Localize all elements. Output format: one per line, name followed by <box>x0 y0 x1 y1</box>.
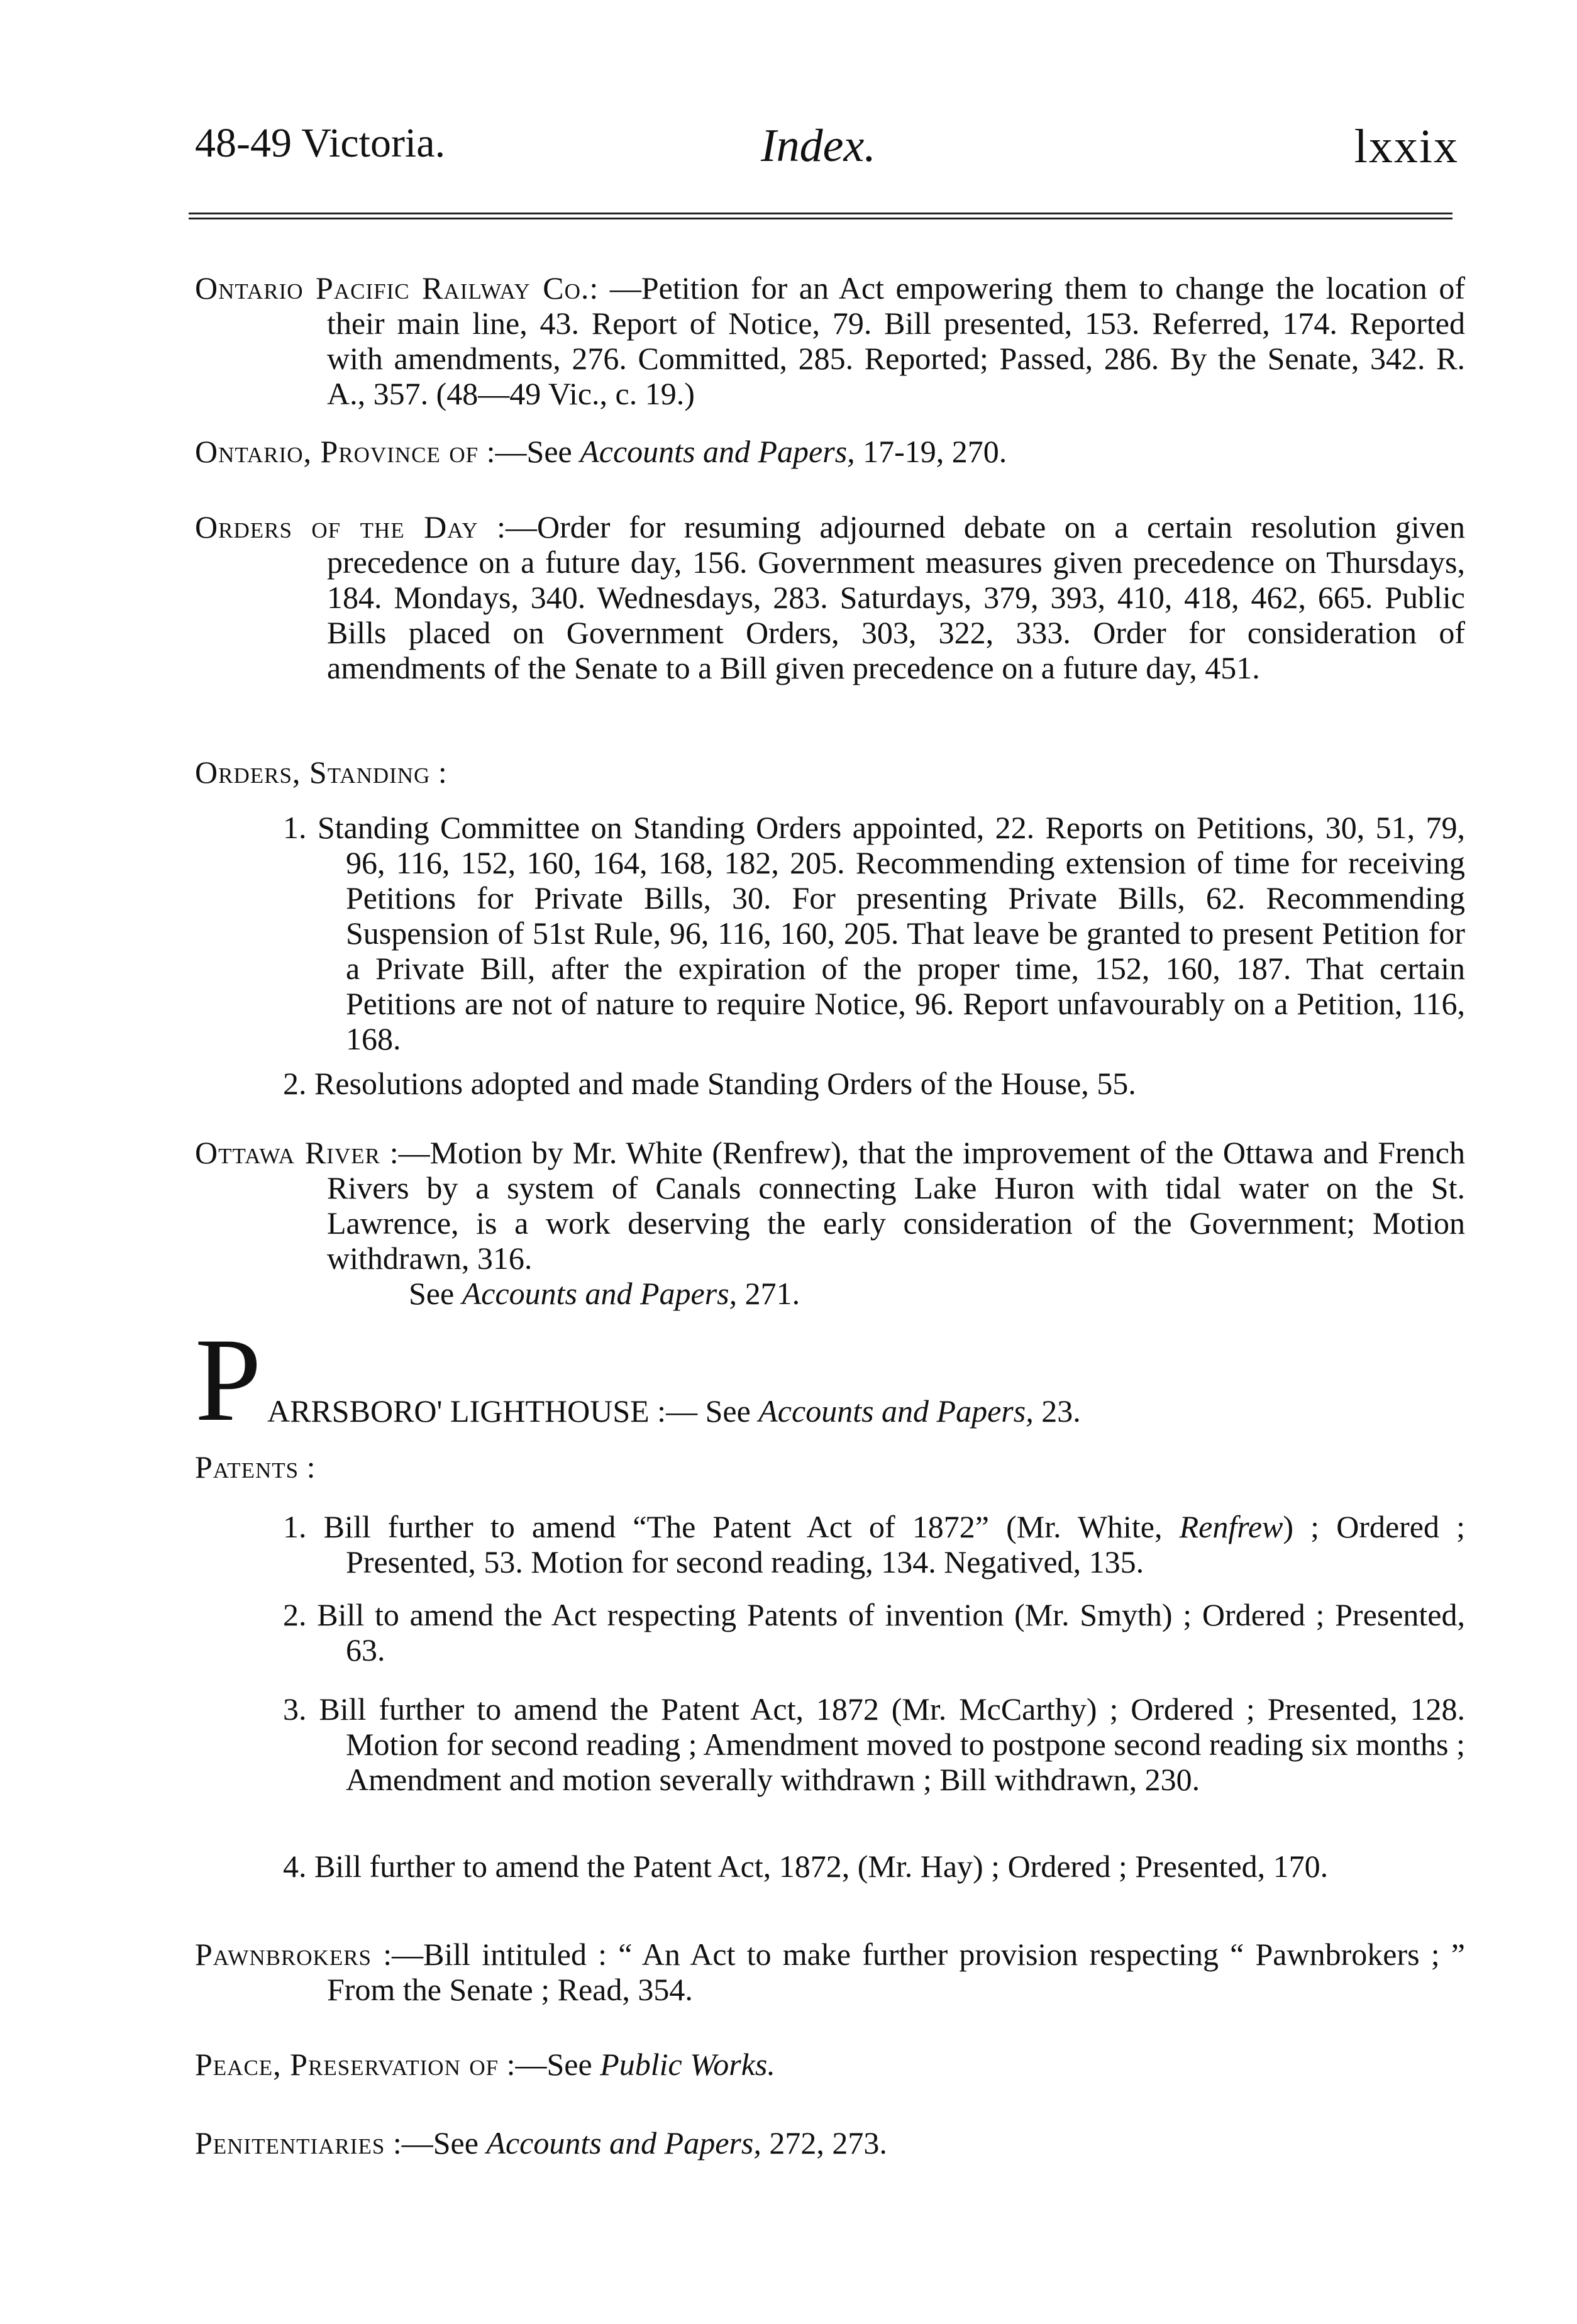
entry-reference: Accounts and Papers, <box>580 434 855 469</box>
entry-heading: Ontario Pacific Railway Co. <box>195 270 590 306</box>
patents-item-2: 2. Bill to amend the Act respecting Patents of invention (Mr. Smyth) ; Ordered ; Presented, 63. <box>283 1597 1465 1668</box>
entry-text: :— See <box>649 1393 759 1429</box>
entry-heading: Orders of the Day <box>195 509 479 545</box>
entry-pages: 17-19, 270. <box>855 434 1007 469</box>
entry-pages: 23. <box>1033 1393 1081 1429</box>
entry-heading: Pawnbrokers <box>195 1937 372 1972</box>
header-session: 48-49 Victoria. <box>195 120 446 166</box>
entry-text: :—See <box>479 434 580 469</box>
entry-heading: Orders, Standing <box>195 755 431 790</box>
entry-reference: Accounts and Papers, <box>486 2125 761 2161</box>
patents-item-4: 4. Bill further to amend the Patent Act, 1872, (Mr. Hay) ; Ordered ; Presented, 170. <box>283 1849 1329 1884</box>
entry-text: :—See <box>385 2125 487 2161</box>
entry-reference: Accounts and Papers, <box>758 1393 1034 1429</box>
entry-text: :—Bill intituled : “ An Act to make further provision respecting “ Pawnbrokers ; ” From the Senate ; Read, 354. <box>327 1937 1465 2007</box>
entry-orders-standing <box>195 755 1465 790</box>
running-header <box>195 119 1459 189</box>
entry-text: :—Order for resuming adjourned debate on a certain resolution given precedence on a future day, 156. Government measures given precedence on Thursdays, 184. Mondays, 340. Wednesdays, 283. Saturdays, 379, 393, 410, 418, 462, 665. Public Bills placed on Government Orders, 303, 322, 333. Order for consideration of amendments of the Senate to a Bill given precedence on a future day, 451. <box>327 509 1465 685</box>
entry-text: : —Petition for an Act empowering them to change the location of their main line, 43. Report of Notice, 79. Bill presented, 153. Referred, 174. Reported with amendments, 276. Committed, 285. Reported; Passed, 286. By the Senate, 342. R. A., 357. (48—49 Vic., c. 19.) <box>327 270 1465 411</box>
header-title: Index. <box>761 120 876 172</box>
entry-text: :—Motion by Mr. White (Renfrew), that the improvement of the Ottawa and French Rivers by a system of Canals connecting Lake Huron with tidal water on the St. Lawrence, is a work deserving the early consideration of the Government; Motion withdrawn, 316. <box>327 1135 1465 1276</box>
dropcap-letter: P <box>195 1314 262 1446</box>
entry-heading: Ontario, Province of <box>195 434 479 469</box>
entry-parrsboro-lighthouse <box>195 1314 1452 1446</box>
entry-pages: 272, 273. <box>761 2125 887 2161</box>
header-rule-top <box>189 213 1452 214</box>
entry-heading: Patents <box>195 1449 299 1485</box>
entry-text: : <box>430 755 447 790</box>
entry-ontario-province <box>195 434 1465 469</box>
header-page-number: lxxix <box>1354 120 1459 173</box>
entry-ottawa-river <box>195 1135 1465 1311</box>
header-rule-bottom <box>189 218 1452 219</box>
patents-item-3: 3. Bill further to amend the Patent Act, 1872 (Mr. McCarthy) ; Ordered ; Presented, 128. Motion for second reading ; Amendment moved to postpone second reading six months ; Amendment and motion severally withdrawn ; Bill withdrawn, 230. <box>283 1691 1465 1797</box>
entry-heading: Peace, Preservation of <box>195 2047 499 2082</box>
entry-penitentiaries <box>195 2125 1465 2161</box>
patents-item-1: 1. Bill further to amend “The Patent Act of 1872” (Mr. White, Renfrew) ; Ordered ; Presented, 53. Motion for second reading, 134. Negatived, 135. <box>283 1509 1465 1580</box>
entry-pawnbrokers <box>195 1937 1465 2007</box>
entry-ontario-pacific-railway <box>195 270 1465 411</box>
orders-standing-item-1: 1. Standing Committee on Standing Orders appointed, 22. Reports on Petitions, 30, 51, 79, 96, 116, 152, 160, 164, 168, 182, 205. Recommending extension of time for receiving Petitions for Private Bills, 30. For presenting Private Bills, 62. Recommending Suspension of 51st Rule, 96, 116, 160, 205. That leave be granted to present Petition for a Private Bill, after the expiration of the proper time, 152, 160, 187. That certain Petitions are not of nature to require Notice, 96. Report unfavourably on a Petition, 116, 168. <box>283 810 1465 1056</box>
entry-orders-of-the-day <box>195 509 1465 685</box>
entry-text: :—See <box>499 2047 600 2082</box>
orders-standing-item-2: 2. Resolutions adopted and made Standing Orders of the House, 55. <box>283 1066 1136 1101</box>
entry-see-also: See Accounts and Papers, 271. <box>409 1276 800 1311</box>
entry-heading: Penitentiaries <box>195 2125 385 2161</box>
entry-heading: Ottawa River <box>195 1135 380 1170</box>
entry-patents <box>195 1449 1465 1485</box>
entry-reference: Public Works. <box>600 2047 775 2082</box>
entry-peace-preservation <box>195 2047 1465 2082</box>
entry-text: : <box>299 1449 316 1485</box>
entry-heading: ARRSBORO' LIGHTHOUSE <box>267 1393 650 1429</box>
